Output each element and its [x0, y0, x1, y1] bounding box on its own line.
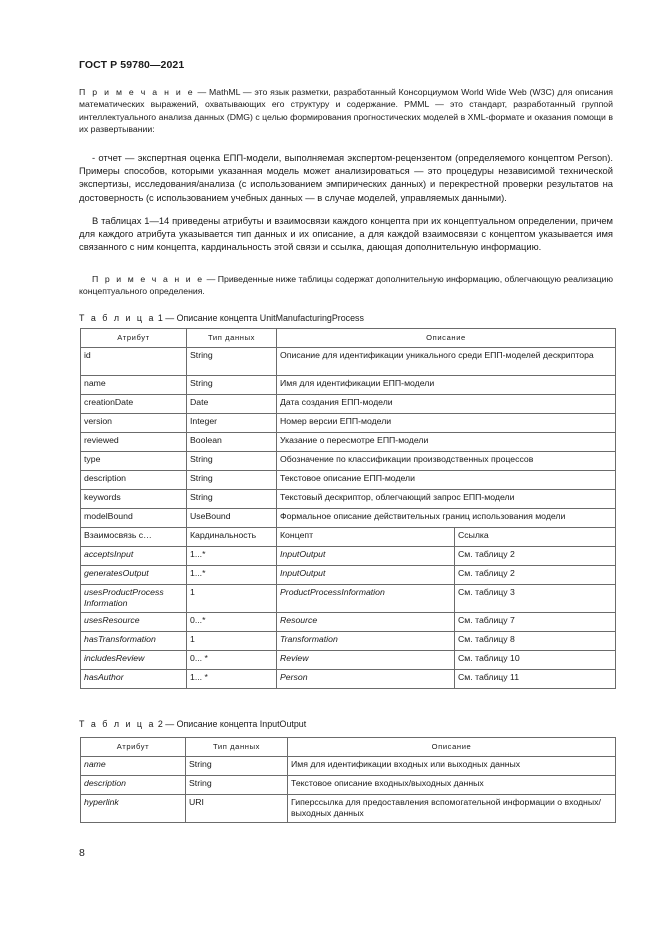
- rel-cell: usesResource: [81, 613, 187, 632]
- attr-cell: name: [81, 757, 186, 776]
- attr-cell: creationDate: [81, 395, 187, 414]
- table-1-header-desc: Описание: [277, 329, 616, 348]
- concept-cell: ProductProcessInformation: [277, 585, 455, 613]
- table-1-header-attr: Атрибут: [81, 329, 187, 348]
- attr-cell: description: [81, 471, 187, 490]
- type-cell: URI: [186, 795, 288, 823]
- attr-cell: id: [81, 348, 187, 376]
- table-2-header-attr: Атрибут: [81, 738, 186, 757]
- table-2-header-desc: Описание: [288, 738, 616, 757]
- rel-cell: acceptsInput: [81, 547, 187, 566]
- tables-paragraph-text: В таблицах 1—14 приведены атрибуты и взаимосвязи каждого концепта при их концептуальном определении, причем для каждого атрибута указывается тип данных и их описание, а для каждой взаимосвязи с концептом указывается имя связанного с ним концепта, кардинальность этой связи и ссылка, дающая дополнительную информацию.: [79, 215, 613, 253]
- table-row: [81, 490, 616, 509]
- type-cell: String: [187, 348, 277, 376]
- desc-cell: Текстовое описание ЕПП-модели: [277, 471, 616, 490]
- table-row: [81, 585, 616, 613]
- attr-cell: type: [81, 452, 187, 471]
- table-1-caption-text: 1 — Описание концепта UnitManufacturingProcess: [155, 313, 364, 323]
- table-1-header-type: Тип данных: [187, 329, 277, 348]
- ref-cell: См. таблицу 8: [455, 632, 616, 651]
- attr-cell: description: [81, 776, 186, 795]
- desc-cell: Дата создания ЕПП-модели: [277, 395, 616, 414]
- ref-cell: См. таблицу 2: [455, 566, 616, 585]
- ref-cell: См. таблицу 10: [455, 651, 616, 670]
- table-row: [81, 414, 616, 433]
- type-cell: UseBound: [187, 509, 277, 528]
- note-2: [79, 273, 613, 298]
- tables-paragraph: [79, 214, 613, 254]
- desc-cell: Описание для идентификации уникального среди ЕПП-моделей дескриптора: [277, 348, 616, 376]
- concept-cell: Transformation: [277, 632, 455, 651]
- attr-cell: hyperlink: [81, 795, 186, 823]
- document-header: ГОСТ Р 59780—2021: [79, 59, 185, 71]
- type-cell: Date: [187, 395, 277, 414]
- table-2-caption: [79, 719, 306, 729]
- note-2-label: П р и м е ч а н и е: [92, 274, 205, 284]
- type-cell: Boolean: [187, 433, 277, 452]
- type-cell: String: [187, 490, 277, 509]
- attr-cell: modelBound: [81, 509, 187, 528]
- note-1-label: П р и м е ч а н и е: [79, 87, 195, 97]
- table-1-caption: [79, 313, 364, 323]
- card-header: Кардинальность: [187, 528, 277, 547]
- concept-cell: Review: [277, 651, 455, 670]
- desc-cell: Обозначение по классификации производственных процессов: [277, 452, 616, 471]
- table-2-caption-label: Т а б л и ц а: [79, 719, 156, 729]
- table-1-header-row: [81, 329, 616, 348]
- card-cell: 1: [187, 632, 277, 651]
- table-1: [80, 328, 616, 689]
- table-row: [81, 452, 616, 471]
- table-row: [81, 395, 616, 414]
- table-row: [81, 509, 616, 528]
- table-row: [81, 566, 616, 585]
- card-cell: 0... *: [187, 651, 277, 670]
- table-row: [81, 632, 616, 651]
- note-1: [79, 86, 613, 135]
- desc-cell: Указание о пересмотре ЕПП-модели: [277, 433, 616, 452]
- concept-cell: InputOutput: [277, 547, 455, 566]
- desc-cell: Имя для идентификации ЕПП-модели: [277, 376, 616, 395]
- table-row: [81, 376, 616, 395]
- table-2-header-row: [81, 738, 616, 757]
- table-row: [81, 670, 616, 689]
- type-cell: String: [186, 776, 288, 795]
- bullet-text: - отчет — экспертная оценка ЕПП-модели, выполняемая экспертом-рецензентом (определяемого концептом Person). Примеры способов, которыми указанная модель может анализироваться — это процедуры независимой технической экспертизы, исследования/анализа (с использованием эмпирических данных) и перекрестной проверки результатов на достоверность (с использованием учебных данных — в случае моделей, управляемых данными).: [79, 152, 613, 203]
- desc-cell: Гиперссылка для предоставления вспомогательной информации о входных/выходных данных: [288, 795, 616, 823]
- table-row: [81, 776, 616, 795]
- ref-cell: См. таблицу 3: [455, 585, 616, 613]
- type-cell: String: [186, 757, 288, 776]
- note-2-text: — Приведенные ниже таблицы содержат дополнительную информацию, облегчающую реализацию концептуального определения.: [79, 274, 613, 297]
- card-cell: 1: [187, 585, 277, 613]
- attr-cell: reviewed: [81, 433, 187, 452]
- card-cell: 0...*: [187, 613, 277, 632]
- type-cell: String: [187, 376, 277, 395]
- desc-cell: Номер версии ЕПП-модели: [277, 414, 616, 433]
- table-row: [81, 651, 616, 670]
- table-row: [81, 757, 616, 776]
- table-2-header-type: Тип данных: [186, 738, 288, 757]
- table-1-caption-label: Т а б л и ц а: [79, 313, 156, 323]
- type-cell: String: [187, 452, 277, 471]
- concept-cell: Person: [277, 670, 455, 689]
- note-1-text: — MathML — это язык разметки, разработанный Консорциумом World Wide Web (W3C) для описания математических выражений, охватывающих его структуру и содержание. PMML — это стандарт, разработанный группой интеллектуального анализа данных (DMG) с целью формирования прогностических моделей в XML-формате и оказания помощи в их развертывании:: [79, 87, 614, 134]
- table-2: [80, 737, 616, 823]
- table-2-caption-text: 2 — Описание концепта InputOutput: [155, 719, 307, 729]
- ref-cell: См. таблицу 7: [455, 613, 616, 632]
- bullet-paragraph: [79, 151, 613, 204]
- desc-cell: Текстовое описание входных/выходных данных: [288, 776, 616, 795]
- concept-cell: InputOutput: [277, 566, 455, 585]
- card-cell: 1...*: [187, 566, 277, 585]
- card-cell: 1...*: [187, 547, 277, 566]
- desc-cell: Формальное описание действительных границ использования модели: [277, 509, 616, 528]
- table-row: [81, 471, 616, 490]
- attr-cell: version: [81, 414, 187, 433]
- table-row: [81, 348, 616, 376]
- type-cell: Integer: [187, 414, 277, 433]
- table-row: [81, 795, 616, 823]
- type-cell: String: [187, 471, 277, 490]
- desc-cell: Имя для идентификации входных или выходных данных: [288, 757, 616, 776]
- table-1-relation-header-row: [81, 528, 616, 547]
- desc-cell: Текстовый дескриптор, облегчающий запрос ЕПП-модели: [277, 490, 616, 509]
- table-row: [81, 547, 616, 566]
- table-row: [81, 433, 616, 452]
- rel-cell: usesProductProcess Information: [81, 585, 187, 613]
- page-number: 8: [79, 847, 85, 859]
- concept-header: Концепт: [277, 528, 455, 547]
- attr-cell: name: [81, 376, 187, 395]
- rel-cell: hasAuthor: [81, 670, 187, 689]
- ref-cell: См. таблицу 2: [455, 547, 616, 566]
- rel-cell: generatesOutput: [81, 566, 187, 585]
- attr-cell: keywords: [81, 490, 187, 509]
- rel-cell: hasTransformation: [81, 632, 187, 651]
- concept-cell: Resource: [277, 613, 455, 632]
- card-cell: 1... *: [187, 670, 277, 689]
- ref-cell: См. таблицу 11: [455, 670, 616, 689]
- rel-header: Взаимосвязь с…: [81, 528, 187, 547]
- rel-cell: includesReview: [81, 651, 187, 670]
- table-row: [81, 613, 616, 632]
- ref-header: Ссылка: [455, 528, 616, 547]
